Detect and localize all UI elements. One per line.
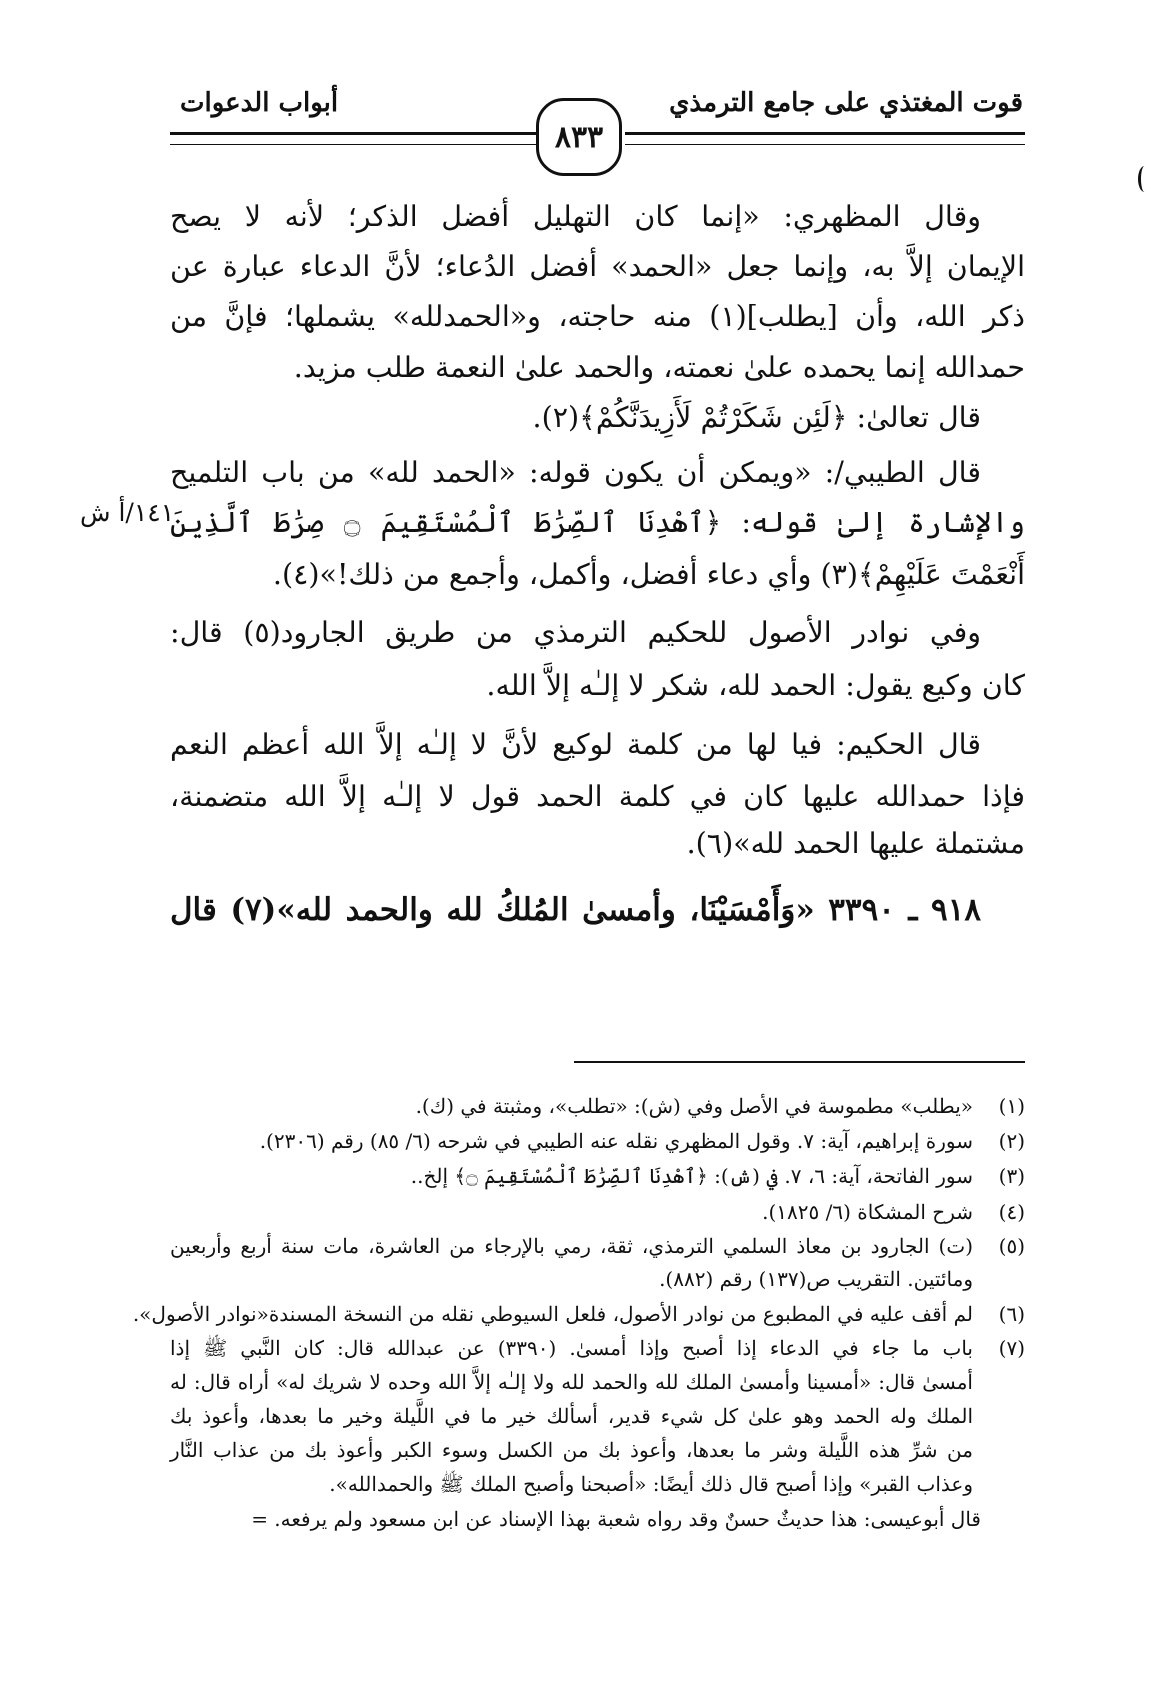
footnote-final-note: قال أبوعيسى: هذا حديثٌ حسنٌ وقد رواه شعبة بهذا الإسناد عن ابن مسعود ولم يرفعه. = <box>251 1507 981 1531</box>
footnote-separator <box>574 1061 1025 1063</box>
body-line: الإيمان إلاَّ به، وإنما جعل «الحمد» أفضل الدُعاء؛ لأنَّ الدعاء عبارة عن <box>170 250 1025 283</box>
footnote-number: (١) <box>998 1094 1025 1118</box>
footnote-number: (٢) <box>998 1129 1025 1153</box>
footnote-text: سور الفاتحة، آية: ٦، ٧. في (ش): ﴿ٱهْدِنَا ٱلصِّرَٰطَ ٱلْمُسْتَقِيمَ ۝﴾ إلخ.. <box>410 1164 973 1188</box>
footnote-number: (٧) <box>998 1336 1025 1360</box>
footnote-text: الملك وله الحمد وهو علىٰ كل شيء قدير، أسألك خير ما في اللَّيلة وخير ما بعدها، وأعوذ بك <box>170 1404 973 1428</box>
header-rule-right <box>625 132 1025 145</box>
page-number: ٨٣٣ <box>536 98 622 176</box>
body-line: فإذا حمدالله عليها كان في كلمة الحمد قول لا إلـٰه إلاَّ الله متضمنة، <box>170 780 1025 813</box>
body-line: قال الطيبي/: «ويمكن أن يكون قوله: «الحمد لله» من باب التلميح <box>170 456 981 489</box>
body-line: قال تعالىٰ: ﴿لَئِن شَكَرْتُمْ لَأَزِيدَنَّكُمْ﴾(٢). <box>532 401 981 434</box>
body-line: وقال المظهري: «إنما كان التهليل أفضل الذكر؛ لأنه لا يصح <box>170 200 981 233</box>
body-line: قال الحكيم: فيا لها من كلمة لوكيع لأنَّ لا إلـٰه إلاَّ الله أعظم النعم <box>170 728 981 761</box>
footnote-number: (٥) <box>998 1234 1025 1258</box>
hadith-heading: ٩١٨ ـ ٣٣٩٠ «وَأَمْسَيْنَا، وأمسىٰ المُلكُ لله والحمد لله»(٧) قال <box>170 892 981 928</box>
footnote-text: من شرِّ هذه اللَّيلة وشر ما بعدها، وأعوذ بك من الكسل وسوء الكبر وأعوذ بك من عذاب النَّار <box>170 1438 973 1462</box>
footnote-text: سورة إبراهيم، آية: ٧. وقول المظهري نقله عنه الطيبي في شرحه (٦/ ٨٥) رقم (٢٣٠٦). <box>259 1129 973 1153</box>
footnote-text: (ت) الجارود بن معاذ السلمي الترمذي، ثقة، رمي بالإرجاء من العاشرة، مات سنة أربع وأربعين <box>170 1234 973 1258</box>
margin-bracket-mark <box>1138 166 1151 192</box>
footnote-number: (٣) <box>998 1164 1025 1188</box>
footnote-text: وعذاب القبر» وإذا أصبح قال ذلك أيضًا: «أصبحنا وأصبح الملك ﷺ والحمدالله». <box>329 1472 973 1496</box>
body-line: وفي نوادر الأصول للحكيم الترمذي من طريق الجارود(٥) قال: <box>170 616 981 649</box>
footnote-text: ومائتين. التقريب ص(١٣٧) رقم (٨٨٢). <box>659 1267 973 1291</box>
body-line: والإشارة إلىٰ قوله: ﴿ٱهْدِنَا ٱلصِّرَٰطَ ٱلْمُسْتَقِيمَ ۝ صِرَٰطَ ٱلَّذِينَ <box>170 506 1025 539</box>
body-line: كان وكيع يقول: الحمد لله، شكر لا إلـٰه إلاَّ الله. <box>486 669 1025 702</box>
footnote-text: باب ما جاء في الدعاء إذا أصبح وإذا أمسىٰ. (٣٣٩٠) عن عبدالله قال: كان النَّبي ﷺ إذا <box>170 1336 973 1360</box>
margin-folio-note: ١٤١/أ ش <box>80 498 175 527</box>
footnote-text: أمسىٰ قال: «أمسينا وأمسىٰ الملك لله والحمد لله ولا إلـٰه إلاَّ الله وحده لا شريك له» أراه قال: له <box>170 1370 973 1394</box>
body-line: مشتملة عليها الحمد لله»(٦). <box>686 827 1025 860</box>
body-line: أَنْعَمْتَ عَلَيْهِمْ﴾(٣) وأي دعاء أفضل، وأكمل، وأجمع من ذلك!»(٤). <box>272 558 1025 591</box>
header-rule-left <box>170 132 594 145</box>
body-line: حمدالله إنما يحمده علىٰ نعمته، والحمد علىٰ النعمة طلب مزيد. <box>293 351 1025 384</box>
footnote-text: «يطلب» مطموسة في الأصل وفي (ش): «تطلب»، ومثبتة في (ك). <box>415 1094 973 1118</box>
footnote-number: (٦) <box>998 1302 1025 1326</box>
body-line: ذكر الله، وأن [يطلب](١) منه حاجته، و«الحمدلله» يشملها؛ فإنَّ من <box>170 300 1025 333</box>
footnote-text: لم أقف عليه في المطبوع من نوادر الأصول، فلعل السيوطي نقله من النسخة المسندة«نوادر الأصول». <box>132 1302 973 1326</box>
footnote-number: (٤) <box>998 1200 1025 1224</box>
footnote-text: شرح المشكاة (٦/ ١٨٢٥). <box>762 1200 973 1224</box>
section-title: أبواب الدعوات <box>180 88 339 118</box>
book-title: قوت المغتذي على جامع الترمذي <box>669 88 1023 118</box>
